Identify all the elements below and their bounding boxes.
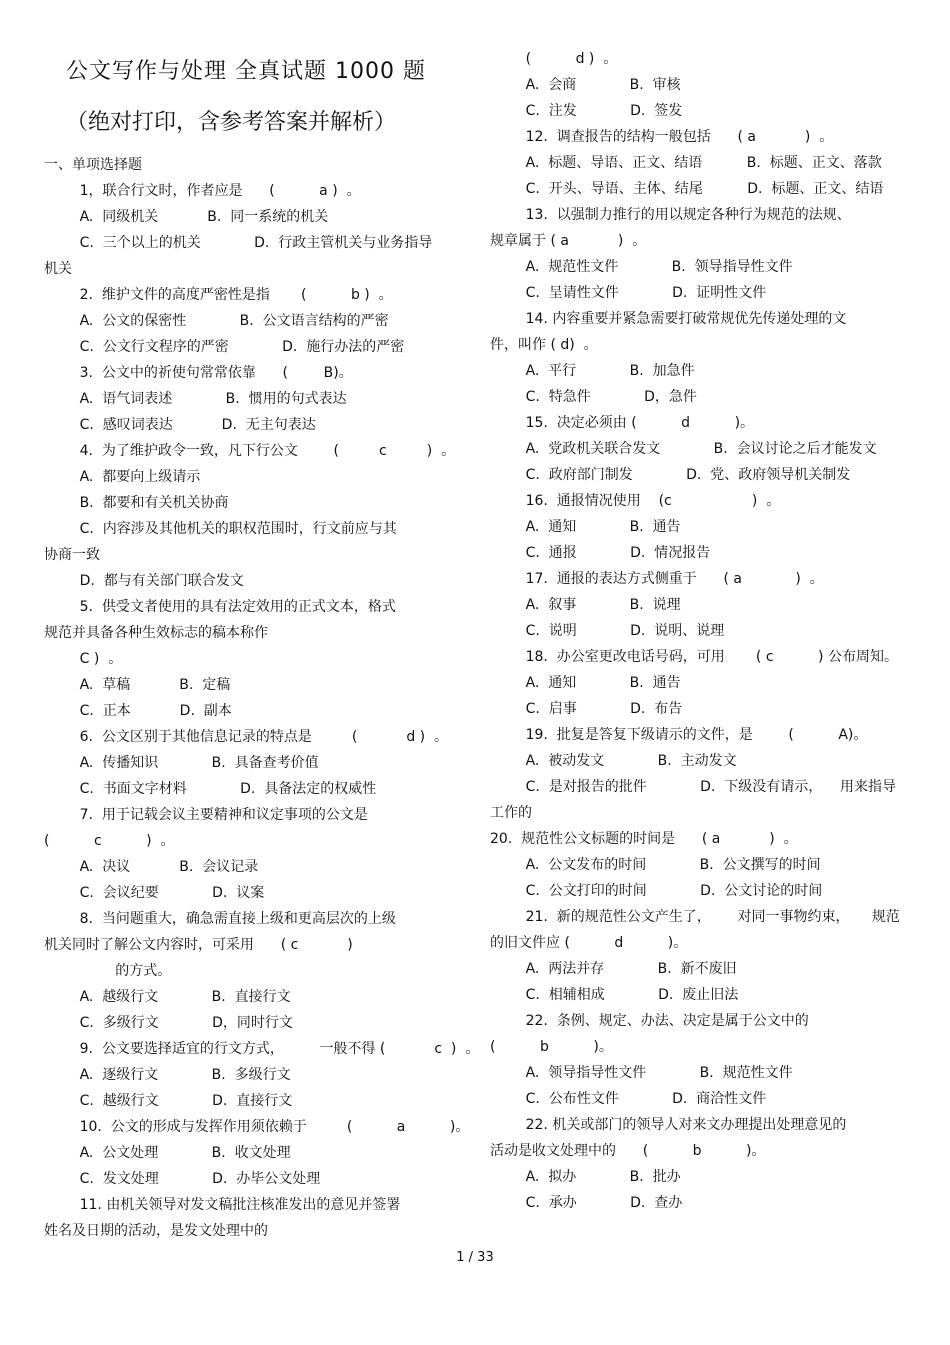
text-line: 7. 用于记载会议主要精神和议定事项的公文是 — [44, 807, 368, 823]
text-line: 8. 当问题重大，确急需直接上级和更高层次的上级 — [44, 911, 396, 927]
text-line: C. 说明 D. 说明、说理 — [490, 623, 725, 639]
text-line: C. 会议纪要 D. 议案 — [44, 885, 265, 901]
text-line: ( c ) 。 — [44, 833, 175, 849]
text-line: 15. 决定必须由 ( d )。 — [490, 415, 755, 431]
text-line: A. 通知 B. 通告 — [490, 519, 681, 535]
text-line: 13. 以强制力推行的用以规定各种行为规范的法规、 — [490, 207, 851, 223]
text-line: C. 通报 D. 情况报告 — [490, 545, 711, 561]
left-column — [44, 40, 480, 1244]
text-line: 活动是收文处理中的 ( b )。 — [490, 1143, 766, 1159]
text-line: A. 传播知识 B. 具备查考价值 — [44, 755, 319, 771]
text-line: 22. 机关或部门的领导人对来文办理提出处理意见的 — [490, 1117, 847, 1133]
text-line: 4. 为了维护政令一致，凡下行公文 ( c ) 。 — [44, 443, 456, 459]
text-line: 5. 供受文者使用的具有法定效用的正式文本，格式 — [44, 599, 396, 615]
text-line: C. 公文打印的时间 D. 公文讨论的时间 — [490, 883, 823, 899]
text-line: A. 叙事 B. 说理 — [490, 597, 681, 613]
text-line: C. 启事 D. 布告 — [490, 701, 683, 717]
text-line: 18. 办公室更改电话号码，可用 ( c ) 公布周知。 — [490, 649, 898, 665]
text-line: C. 特急件 D，急件 — [490, 389, 697, 405]
text-line: C. 呈请性文件 D. 证明性文件 — [490, 285, 767, 301]
text-line: 机关 — [44, 261, 72, 277]
text-line: C. 内容涉及其他机关的职权范围时，行文前应与其 — [44, 521, 397, 537]
text-line: 11. 由机关领导对发文稿批注核准发出的意见并签署 — [44, 1197, 401, 1213]
text-line: C. 注发 D. 签发 — [490, 103, 683, 119]
text-line: C ) 。 — [44, 651, 123, 667]
text-line: C. 承办 D. 查办 — [490, 1195, 683, 1211]
text-line: C. 多级行文 D，同时行文 — [44, 1015, 293, 1031]
text-line: C. 发文处理 D. 办毕公文处理 — [44, 1171, 321, 1187]
text-line: A. 会商 B. 审核 — [490, 77, 681, 93]
text-line: A. 决议 B. 会议记录 — [44, 859, 259, 875]
text-line: 一、单项选择题 — [44, 157, 142, 173]
text-line: 10. 公文的形成与发挥作用须依赖于 ( a )。 — [44, 1119, 470, 1135]
text-line: A. 领导指导性文件 B. 规范性文件 — [490, 1065, 793, 1081]
text-line: C. 政府部门制发 D. 党、政府领导机关制发 — [490, 467, 851, 483]
text-line: B. 都要和有关机关协商 — [44, 495, 229, 511]
text-line: 1，联合行文时，作者应是 ( a ) 。 — [44, 183, 361, 199]
text-line: 22. 条例、规定、办法、决定是属于公文中的 — [490, 1013, 809, 1029]
text-line: ( d ) 。 — [490, 51, 618, 67]
text-line: A. 通知 B. 通告 — [490, 675, 681, 691]
text-line: A. 标题、导语、正文、结语 B. 标题、正文、落款 — [490, 155, 882, 171]
text-line: C. 公布性文件 D. 商洽性文件 — [490, 1091, 767, 1107]
text-line: A. 被动发文 B. 主动发文 — [490, 753, 737, 769]
text-line: 17. 通报的表达方式侧重于 ( a ) 。 — [490, 571, 824, 587]
text-line: A. 规范性文件 B. 领导指导性文件 — [490, 259, 793, 275]
text-line: 2. 维护文件的高度严密性是指 ( b ) 。 — [44, 287, 393, 303]
text-line: 14. 内容重要并紧急需要打破常规优先传递处理的文 — [490, 311, 847, 327]
text-line: 规章属于 ( a ) 。 — [490, 233, 647, 249]
text-line: 21. 新的规范性公文产生了， 对同一事物约束， 规范 — [490, 909, 900, 925]
text-line: 12. 调查报告的结构一般包括 ( a ) 。 — [490, 129, 834, 145]
text-line: A. 公文处理 B. 收文处理 — [44, 1145, 291, 1161]
text-line: A. 平行 B. 加急件 — [490, 363, 695, 379]
text-line: C. 公文行文程序的严密 D. 施行办法的严密 — [44, 339, 405, 355]
text-line: C. 三个以上的机关 D. 行政主管机关与业务指导 — [44, 235, 433, 251]
text-line: C. 正本 D. 副本 — [44, 703, 232, 719]
text-line: A. 语气词表述 B. 惯用的句式表达 — [44, 391, 347, 407]
text-line: C. 感叹词表达 D. 无主句表达 — [44, 417, 316, 433]
text-line: 协商一致 — [44, 547, 100, 563]
text-line: 20. 规范性公文标题的时间是 ( a ) 。 — [490, 831, 798, 847]
text-line: A. 逐级行文 B. 多级行文 — [44, 1067, 291, 1083]
text-line: 规范并具备各种生效标志的稿本称作 — [44, 625, 268, 641]
document-title: 公文写作与处理 全真试题 1000 题 — [66, 59, 426, 84]
text-line: A. 公文发布的时间 B. 公文撰写的时间 — [490, 857, 821, 873]
text-line: C. 越级行文 D. 直接行文 — [44, 1093, 293, 1109]
text-line: 机关同时了解公文内容时，可采用 ( c ) — [44, 937, 353, 953]
text-line: 的方式。 — [44, 963, 172, 979]
text-line: 19. 批复是答复下级请示的文件，是 ( A)。 — [490, 727, 868, 743]
text-line: C. 是对报告的批件 D. 下级没有请示， 用来指导 — [490, 779, 897, 795]
text-line: C. 相辅相成 D. 废止旧法 — [490, 987, 739, 1003]
text-line: 6. 公文区别于其他信息记录的特点是 ( d ) 。 — [44, 729, 449, 745]
text-line: A. 党政机关联合发文 B. 会议讨论之后才能发文 — [490, 441, 877, 457]
text-line: A. 草稿 B. 定稿 — [44, 677, 231, 693]
text-line: C. 书面文字材料 D. 具备法定的权威性 — [44, 781, 377, 797]
text-line: A. 同级机关 B. 同一系统的机关 — [44, 209, 329, 225]
text-line: ( b )。 — [490, 1039, 613, 1055]
text-line: A. 拟办 B. 批办 — [490, 1169, 681, 1185]
text-line: A. 公文的保密性 B. 公文语言结构的严密 — [44, 313, 389, 329]
text-line: A. 两法并存 B. 新不废旧 — [490, 961, 737, 977]
right-question-list — [490, 46, 910, 1216]
text-line: 9. 公文要选择适宜的行文方式， 一般不得 ( c ) 。 — [44, 1041, 480, 1057]
text-line: A. 越级行文 B. 直接行文 — [44, 989, 291, 1005]
text-line: 工作的 — [490, 805, 532, 821]
text-line: 3. 公文中的祈使句常常依靠 ( B)。 — [44, 365, 353, 381]
left-question-list — [44, 152, 480, 1244]
text-line: A. 都要向上级请示 — [44, 469, 201, 485]
text-line: 姓名及日期的活动，是发文处理中的 — [44, 1223, 268, 1239]
document-subtitle: （绝对打印，含参考答案并解析） — [66, 110, 397, 135]
text-line: 的旧文件应 ( d )。 — [490, 935, 688, 951]
right-column — [490, 46, 910, 1216]
page-number: 1 / 33 — [456, 1250, 494, 1265]
text-line: D. 都与有关部门联合发文 — [44, 573, 244, 589]
text-line: C. 开头、导语、主体、结尾 D. 标题、正文、结语 — [490, 181, 884, 197]
text-line: 16. 通报情况使用 (c ) 。 — [490, 493, 781, 509]
text-line: 件，叫作 ( d) 。 — [490, 337, 598, 353]
